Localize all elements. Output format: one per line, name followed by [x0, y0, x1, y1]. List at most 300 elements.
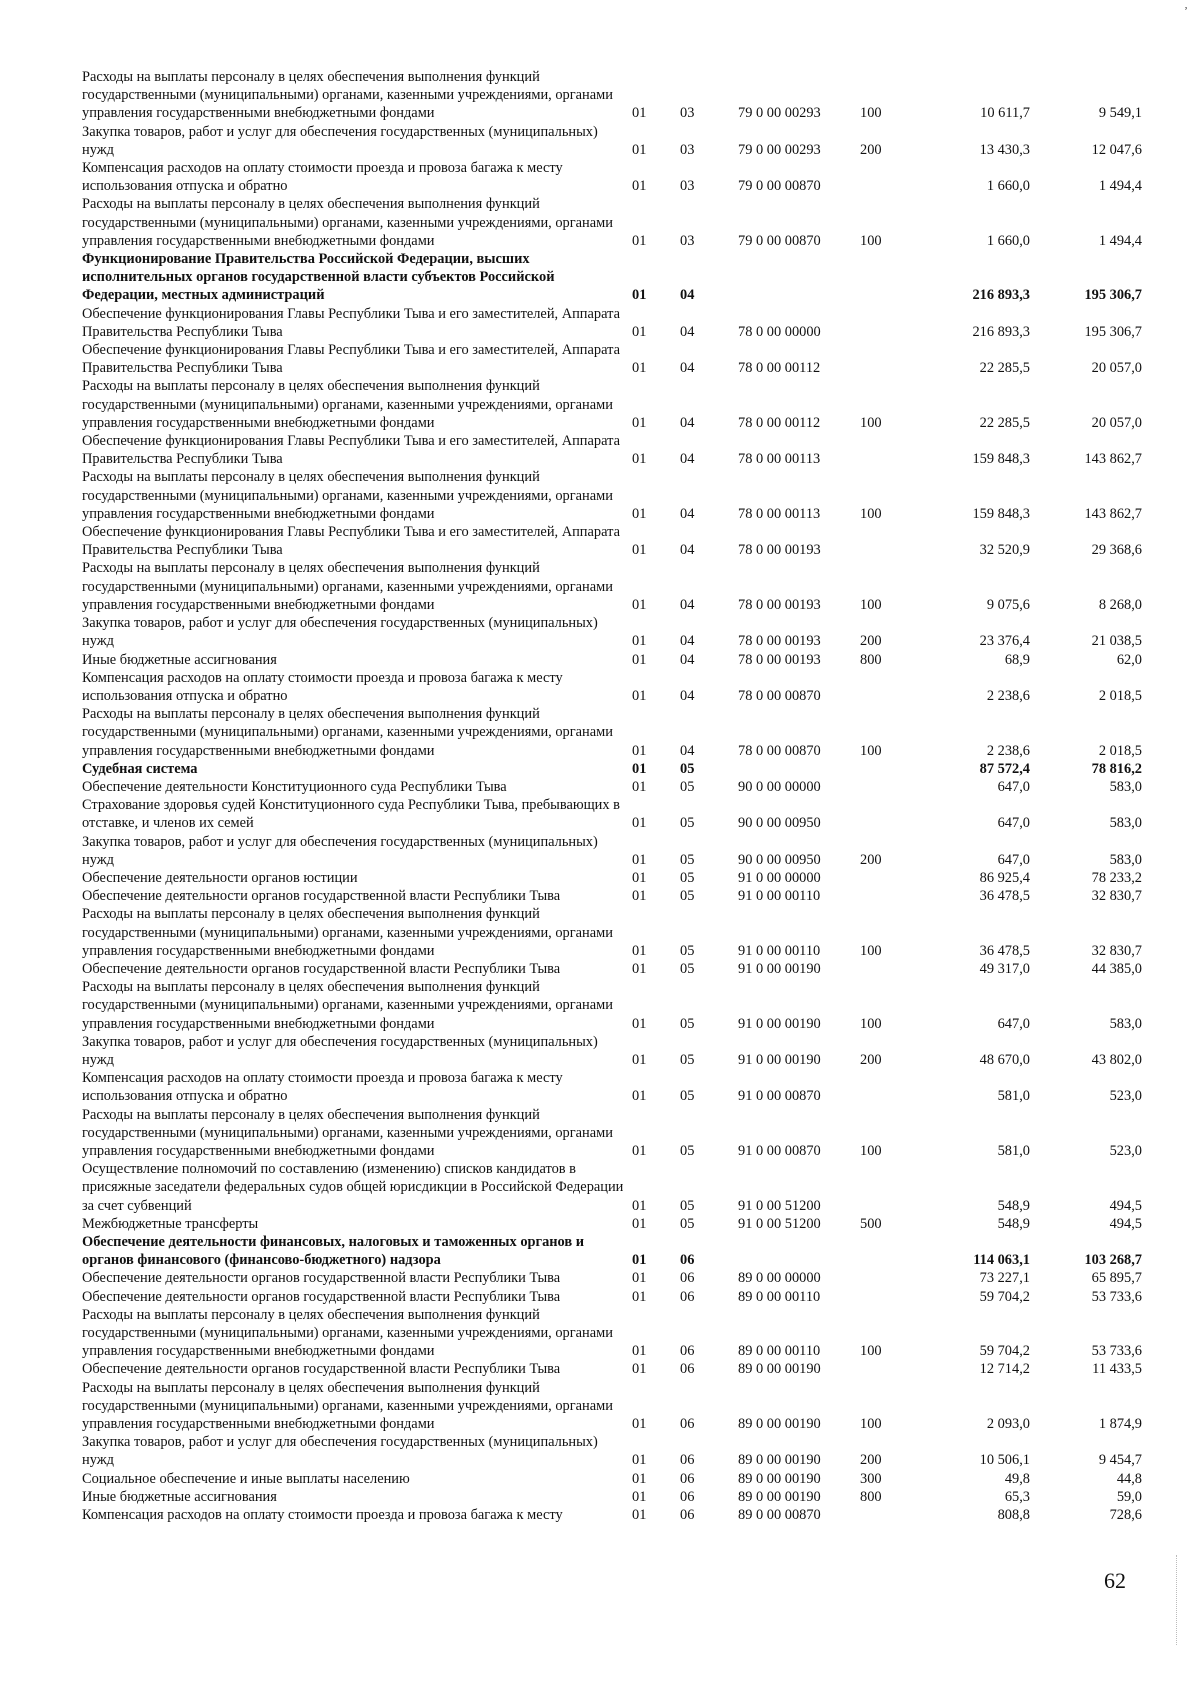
amount-first: 2 238,6 [986, 742, 1030, 759]
amount-first: 647,0 [997, 851, 1030, 868]
expense-type-code [860, 1360, 920, 1378]
table-row [82, 960, 1142, 978]
amount-second: 523,0 [1109, 1088, 1142, 1105]
amount-second: 8 268,0 [1098, 596, 1142, 613]
expense-type-code [860, 523, 920, 559]
subsection-code: 05 [680, 760, 695, 777]
subsection-code: 04 [680, 742, 695, 759]
expense-type-code [860, 1069, 920, 1105]
section-code: 01 [632, 1051, 647, 1068]
subsection-code: 05 [680, 851, 695, 868]
expense-name: Обеспечение деятельности органов государственной власти Республики Тыва [82, 960, 561, 977]
expense-type-code: 200 [860, 1452, 882, 1469]
expense-name: Расходы на выплаты персоналу в целях обеспечения выполнения функций государственными (муниципальными) органами, казенными учреждениями, органами управления государственными внебюджетными фондами [82, 560, 613, 613]
amount-first: 159 848,3 [972, 451, 1030, 468]
table-row [82, 1360, 1142, 1378]
amount-second: 523,0 [1109, 1142, 1142, 1159]
target-article-code: 89 0 00 00190 [738, 1361, 821, 1378]
table-row [82, 523, 1142, 559]
budget-table-body [82, 68, 1142, 1524]
section-code: 01 [632, 760, 647, 777]
amount-first: 32 520,9 [979, 542, 1030, 559]
target-article-code: 89 0 00 00110 [738, 1343, 821, 1360]
expense-type-code: 100 [860, 105, 882, 122]
expense-name: Закупка товаров, работ и услуг для обеспечения государственных (муниципальных) нужд [82, 833, 598, 868]
amount-second: 65 895,7 [1091, 1270, 1142, 1287]
section-code: 01 [632, 942, 647, 959]
subsection-code: 05 [680, 1051, 695, 1068]
amount-first: 12 714,2 [979, 1361, 1030, 1378]
table-row [82, 195, 1142, 250]
expense-name: Закупка товаров, работ и услуг для обеспечения государственных (муниципальных) нужд [82, 1033, 598, 1068]
amount-second: 53 733,6 [1091, 1343, 1142, 1360]
expense-name: Иные бюджетные ассигнования [82, 1488, 277, 1505]
amount-first: 23 376,4 [979, 633, 1030, 650]
expense-name: Расходы на выплаты персоналу в целях обеспечения выполнения функций государственными (муниципальными) органами, казенными учреждениями, органами управления государственными внебюджетными фондами [82, 906, 613, 959]
expense-name: Компенсация расходов на оплату стоимости проезда и провоза багажа к месту использования отпуска и обратно [82, 669, 563, 704]
section-code: 01 [632, 851, 647, 868]
amount-first: 2 238,6 [986, 687, 1030, 704]
amount-second: 1 874,9 [1098, 1416, 1142, 1433]
table-row [82, 651, 1142, 669]
target-article-code: 91 0 00 00190 [738, 1015, 821, 1032]
target-article-code: 79 0 00 00293 [738, 141, 821, 158]
table-row [82, 669, 1142, 705]
section-code: 01 [632, 1197, 647, 1214]
target-article-code: 78 0 00 00113 [738, 505, 821, 522]
expense-type-code [860, 760, 920, 778]
expense-type-code [860, 887, 920, 905]
amount-second: 728,6 [1109, 1507, 1142, 1524]
section-code: 01 [632, 633, 647, 650]
table-row [82, 341, 1142, 377]
table-row [82, 1233, 1142, 1269]
target-article-code: 78 0 00 00193 [738, 596, 821, 613]
target-article-code: 78 0 00 00000 [738, 323, 821, 340]
expense-name: Обеспечение функционирования Главы Республики Тыва и его заместителей, Аппарата Правительства Республики Тыва [82, 342, 620, 377]
expense-name: Расходы на выплаты персоналу в целях обеспечения выполнения функций государственными (муниципальными) органами, казенными учреждениями, органами управления государственными внебюджетными фондами [82, 979, 613, 1032]
subsection-code: 04 [680, 451, 695, 468]
amount-first: 9 075,6 [986, 596, 1030, 613]
amount-first: 68,9 [1004, 651, 1030, 668]
section-code: 01 [632, 287, 647, 304]
target-article-code: 78 0 00 00870 [738, 742, 821, 759]
expense-type-code [860, 960, 920, 978]
subsection-code: 04 [680, 687, 695, 704]
amount-first: 86 925,4 [979, 869, 1030, 886]
table-row [82, 1488, 1142, 1506]
expense-name: Расходы на выплаты персоналу в целях обеспечения выполнения функций государственными (муниципальными) органами, казенными учреждениями, органами управления государственными внебюджетными фондами [82, 69, 613, 122]
subsection-code: 05 [680, 1215, 695, 1232]
target-article-code: 91 0 00 00190 [738, 1051, 821, 1068]
expense-type-code: 200 [860, 141, 882, 158]
amount-first: 216 893,3 [972, 287, 1030, 304]
target-article-code: 78 0 00 00113 [738, 451, 821, 468]
section-code: 01 [632, 1507, 647, 1524]
page-number: 62 [1104, 1568, 1126, 1593]
section-code: 01 [632, 505, 647, 522]
expense-name: Расходы на выплаты персоналу в целях обеспечения выполнения функций государственными (муниципальными) органами, казенными учреждениями, органами управления государственными внебюджетными фондами [82, 469, 613, 522]
subsection-code: 05 [680, 1088, 695, 1105]
section-code: 01 [632, 651, 647, 668]
subsection-code: 05 [680, 815, 695, 832]
section-code: 01 [632, 1142, 647, 1159]
section-code: 01 [632, 178, 647, 195]
amount-second: 103 268,7 [1084, 1252, 1142, 1269]
table-row [82, 905, 1142, 960]
amount-second: 583,0 [1109, 851, 1142, 868]
table-row [82, 159, 1142, 195]
section-code: 01 [632, 1470, 647, 1487]
expense-name: Судебная система [82, 760, 198, 777]
subsection-code: 06 [680, 1252, 695, 1269]
amount-second: 78 233,2 [1091, 869, 1142, 886]
expense-name: Расходы на выплаты персоналу в целях обеспечения выполнения функций государственными (муниципальными) органами, казенными учреждениями, органами управления государственными внебюджетными фондами [82, 706, 613, 759]
expense-name: Расходы на выплаты персоналу в целях обеспечения выполнения функций государственными (муниципальными) органами, казенными учреждениями, органами управления государственными внебюджетными фондами [82, 1106, 613, 1159]
subsection-code: 05 [680, 1015, 695, 1032]
subsection-code: 04 [680, 651, 695, 668]
subsection-code: 06 [680, 1470, 695, 1487]
amount-second: 583,0 [1109, 778, 1142, 795]
expense-type-code [860, 1160, 920, 1215]
expense-name: Обеспечение деятельности органов государственной власти Республики Тыва [82, 888, 561, 905]
target-article-code: 79 0 00 00293 [738, 105, 821, 122]
section-code: 01 [632, 360, 647, 377]
section-code: 01 [632, 1416, 647, 1433]
expense-name: Расходы на выплаты персоналу в целях обеспечения выполнения функций государственными (муниципальными) органами, казенными учреждениями, органами управления государственными внебюджетными фондами [82, 1306, 613, 1360]
section-code: 01 [632, 1452, 647, 1469]
amount-second: 32 830,7 [1091, 888, 1142, 905]
expense-type-code: 100 [860, 505, 882, 522]
amount-second: 494,5 [1109, 1215, 1142, 1232]
section-code: 01 [632, 1215, 647, 1232]
target-article-code: 91 0 00 00190 [738, 960, 821, 977]
amount-first: 36 478,5 [979, 888, 1030, 905]
subsection-code: 04 [680, 633, 695, 650]
expense-type-code: 100 [860, 1416, 882, 1433]
amount-first: 59 704,2 [979, 1288, 1030, 1305]
target-article-code: 91 0 00 00870 [738, 1088, 821, 1105]
table-row [82, 1106, 1142, 1161]
amount-first: 581,0 [997, 1142, 1030, 1159]
subsection-code: 06 [680, 1488, 695, 1505]
target-article-code: 78 0 00 00112 [738, 414, 821, 431]
amount-second: 78 816,2 [1091, 760, 1142, 777]
amount-first: 59 704,2 [979, 1343, 1030, 1360]
subsection-code: 03 [680, 178, 695, 195]
subsection-code: 05 [680, 888, 695, 905]
amount-second: 195 306,7 [1084, 323, 1142, 340]
amount-second: 583,0 [1109, 815, 1142, 832]
amount-second: 9 549,1 [1098, 105, 1142, 122]
expense-name: Иные бюджетные ассигнования [82, 651, 277, 668]
scan-corner-mark: ʼ [1184, 4, 1188, 18]
table-row [82, 1470, 1142, 1488]
amount-first: 22 285,5 [979, 360, 1030, 377]
expense-type-code [860, 250, 920, 305]
table-row [82, 1215, 1142, 1233]
subsection-code: 06 [680, 1270, 695, 1287]
expense-name: Компенсация расходов на оплату стоимости проезда и провоза багажа к месту [82, 1507, 563, 1524]
table-row [82, 1033, 1142, 1069]
amount-second: 44,8 [1116, 1470, 1142, 1487]
subsection-code: 04 [680, 360, 695, 377]
section-code: 01 [632, 1088, 647, 1105]
target-article-code: 91 0 00 00110 [738, 942, 821, 959]
target-article-code: 91 0 00 00110 [738, 888, 821, 905]
section-code: 01 [632, 1361, 647, 1378]
target-article-code: 89 0 00 00190 [738, 1416, 821, 1433]
amount-first: 647,0 [997, 778, 1030, 795]
amount-first: 48 670,0 [979, 1051, 1030, 1068]
expense-name: Страхование здоровья судей Конституционного суда Республики Тыва, пребывающих в отставке, и членов их семей [82, 797, 620, 832]
table-row [82, 1433, 1142, 1469]
target-article-code [738, 760, 860, 778]
amount-second: 32 830,7 [1091, 942, 1142, 959]
target-article-code: 78 0 00 00112 [738, 360, 821, 377]
expense-type-code: 100 [860, 742, 882, 759]
expense-type-code: 100 [860, 232, 882, 249]
expense-type-code: 200 [860, 1051, 882, 1068]
expense-name: Компенсация расходов на оплату стоимости проезда и провоза багажа к месту использования отпуска и обратно [82, 1070, 563, 1105]
amount-second: 20 057,0 [1091, 360, 1142, 377]
amount-second: 2 018,5 [1098, 742, 1142, 759]
subsection-code: 06 [680, 1452, 695, 1469]
table-row [82, 250, 1142, 305]
table-row [82, 305, 1142, 341]
target-article-code [738, 250, 860, 305]
expense-name: Расходы на выплаты персоналу в целях обеспечения выполнения функций государственными (муниципальными) органами, казенными учреждениями, органами управления государственными внебюджетными фондами [82, 1379, 613, 1433]
subsection-code: 03 [680, 232, 695, 249]
table-row [82, 377, 1142, 432]
amount-second: 1 494,4 [1098, 178, 1142, 195]
amount-first: 13 430,3 [979, 141, 1030, 158]
target-article-code: 90 0 00 00000 [738, 778, 821, 795]
table-row [82, 68, 1142, 123]
amount-first: 49,8 [1004, 1470, 1030, 1487]
section-code: 01 [632, 1270, 647, 1287]
amount-first: 1 660,0 [986, 232, 1030, 249]
section-code: 01 [632, 742, 647, 759]
section-code: 01 [632, 542, 647, 559]
amount-second: 11 433,5 [1092, 1361, 1142, 1378]
amount-second: 21 038,5 [1091, 633, 1142, 650]
subsection-code: 04 [680, 414, 695, 431]
section-code: 01 [632, 323, 647, 340]
table-row [82, 778, 1142, 796]
amount-second: 1 494,4 [1098, 232, 1142, 249]
expense-name: Компенсация расходов на оплату стоимости проезда и провоза багажа к месту использования отпуска и обратно [82, 160, 563, 195]
target-article-code: 89 0 00 00190 [738, 1470, 821, 1487]
amount-first: 49 317,0 [979, 960, 1030, 977]
subsection-code: 05 [680, 869, 695, 886]
amount-first: 647,0 [997, 1015, 1030, 1032]
table-row [82, 559, 1142, 614]
expense-type-code [860, 1288, 920, 1306]
target-article-code: 90 0 00 00950 [738, 851, 821, 868]
expense-type-code [860, 1233, 920, 1269]
section-code: 01 [632, 451, 647, 468]
section-code: 01 [632, 105, 647, 122]
expense-type-code: 100 [860, 414, 882, 431]
subsection-code: 06 [680, 1361, 695, 1378]
table-row [82, 468, 1142, 523]
amount-second: 44 385,0 [1091, 960, 1142, 977]
amount-first: 36 478,5 [979, 942, 1030, 959]
subsection-code: 06 [680, 1288, 695, 1305]
target-article-code: 78 0 00 00193 [738, 542, 821, 559]
amount-first: 216 893,3 [972, 323, 1030, 340]
expense-name: Осуществление полномочий по составлению (изменению) списков кандидатов в присяжные заседатели федеральных судов общей юрисдикции в Российской Федерации за счет субвенций [82, 1161, 624, 1214]
expense-type-code [860, 1506, 920, 1524]
expense-name: Обеспечение функционирования Главы Республики Тыва и его заместителей, Аппарата Правительства Республики Тыва [82, 524, 620, 559]
target-article-code: 89 0 00 00870 [738, 1507, 821, 1524]
amount-second: 2 018,5 [1098, 687, 1142, 704]
amount-first: 581,0 [997, 1088, 1030, 1105]
expense-type-code [860, 432, 920, 468]
subsection-code: 04 [680, 287, 695, 304]
budget-table [82, 68, 1142, 1524]
expense-type-code: 200 [860, 851, 882, 868]
expense-type-code: 100 [860, 942, 882, 959]
table-row [82, 1160, 1142, 1215]
expense-type-code [860, 778, 920, 796]
target-article-code: 91 0 00 51200 [738, 1215, 821, 1232]
target-article-code: 89 0 00 00190 [738, 1488, 821, 1505]
subsection-code: 04 [680, 505, 695, 522]
amount-second: 43 802,0 [1091, 1051, 1142, 1068]
subsection-code: 06 [680, 1343, 695, 1360]
table-row [82, 1506, 1142, 1524]
subsection-code: 04 [680, 323, 695, 340]
expense-type-code [860, 159, 920, 195]
section-code: 01 [632, 232, 647, 249]
expense-name: Межбюджетные трансферты [82, 1215, 259, 1232]
amount-second: 29 368,6 [1091, 542, 1142, 559]
target-article-code: 89 0 00 00190 [738, 1452, 821, 1469]
table-row [82, 1306, 1142, 1361]
target-article-code: 91 0 00 51200 [738, 1197, 821, 1214]
expense-name: Обеспечение деятельности финансовых, налоговых и таможенных органов и органов финансового (финансово-бюджетного) надзора [82, 1234, 585, 1269]
expense-name: Функционирование Правительства Российской Федерации, высших исполнительных органов государственной власти субъектов Российской Федерации, местных администраций [82, 251, 555, 304]
amount-first: 10 506,1 [979, 1452, 1030, 1469]
expense-name: Расходы на выплаты персоналу в целях обеспечения выполнения функций государственными (муниципальными) органами, казенными учреждениями, органами управления государственными внебюджетными фондами [82, 378, 613, 431]
subsection-code: 06 [680, 1507, 695, 1524]
expense-name: Обеспечение деятельности органов государственной власти Республики Тыва [82, 1270, 561, 1287]
amount-second: 9 454,7 [1098, 1452, 1142, 1469]
section-code: 01 [632, 888, 647, 905]
table-row [82, 1379, 1142, 1434]
expense-type-code: 100 [860, 596, 882, 613]
amount-first: 808,8 [997, 1507, 1030, 1524]
scan-edge-marks [1176, 1555, 1179, 1645]
table-row [82, 760, 1142, 778]
expense-name: Социальное обеспечение и иные выплаты населению [82, 1470, 410, 1487]
expense-name: Закупка товаров, работ и услуг для обеспечения государственных (муниципальных) нужд [82, 615, 598, 650]
amount-first: 87 572,4 [979, 760, 1030, 777]
expense-type-code: 800 [860, 651, 882, 668]
target-article-code: 90 0 00 00950 [738, 815, 821, 832]
expense-type-code: 100 [860, 1142, 882, 1159]
amount-second: 12 047,6 [1091, 141, 1142, 158]
section-code: 01 [632, 1288, 647, 1305]
expense-type-code: 100 [860, 1015, 882, 1032]
expense-type-code: 500 [860, 1215, 882, 1232]
table-row [82, 614, 1142, 650]
expense-type-code: 300 [860, 1470, 882, 1487]
expense-type-code [860, 669, 920, 705]
amount-first: 159 848,3 [972, 505, 1030, 522]
amount-first: 548,9 [997, 1215, 1030, 1232]
table-row [82, 1069, 1142, 1105]
table-row [82, 869, 1142, 887]
table-row [82, 833, 1142, 869]
amount-first: 2 093,0 [986, 1416, 1030, 1433]
subsection-code: 04 [680, 542, 695, 559]
section-code: 01 [632, 141, 647, 158]
section-code: 01 [632, 778, 647, 795]
section-code: 01 [632, 687, 647, 704]
target-article-code: 79 0 00 00870 [738, 232, 821, 249]
target-article-code: 89 0 00 00000 [738, 1270, 821, 1287]
expense-name: Обеспечение функционирования Главы Республики Тыва и его заместителей, Аппарата Правительства Республики Тыва [82, 305, 620, 340]
amount-second: 583,0 [1109, 1015, 1142, 1032]
section-code: 01 [632, 960, 647, 977]
subsection-code: 05 [680, 1197, 695, 1214]
amount-second: 143 862,7 [1084, 505, 1142, 522]
amount-first: 114 063,1 [973, 1252, 1030, 1269]
subsection-code: 06 [680, 1416, 695, 1433]
subsection-code: 05 [680, 942, 695, 959]
amount-second: 143 862,7 [1084, 451, 1142, 468]
amount-second: 195 306,7 [1084, 287, 1142, 304]
target-article-code [738, 1233, 860, 1269]
subsection-code: 05 [680, 1142, 695, 1159]
section-code: 01 [632, 1488, 647, 1505]
amount-first: 73 227,1 [979, 1270, 1030, 1287]
section-code: 01 [632, 596, 647, 613]
target-article-code: 91 0 00 00870 [738, 1142, 821, 1159]
expense-name: Обеспечение функционирования Главы Республики Тыва и его заместителей, Аппарата Правительства Республики Тыва [82, 433, 620, 468]
amount-first: 22 285,5 [979, 414, 1030, 431]
target-article-code: 79 0 00 00870 [738, 178, 821, 195]
target-article-code: 78 0 00 00193 [738, 651, 821, 668]
table-row [82, 1288, 1142, 1306]
amount-second: 62,0 [1116, 651, 1142, 668]
expense-name: Обеспечение деятельности Конституционного суда Республики Тыва [82, 778, 507, 795]
target-article-code: 78 0 00 00870 [738, 687, 821, 704]
expense-type-code: 800 [860, 1488, 882, 1505]
target-article-code: 89 0 00 00110 [738, 1288, 821, 1305]
target-article-code: 91 0 00 00000 [738, 869, 821, 886]
section-code: 01 [632, 1015, 647, 1032]
expense-name: Расходы на выплаты персоналу в целях обеспечения выполнения функций государственными (муниципальными) органами, казенными учреждениями, органами управления государственными внебюджетными фондами [82, 196, 613, 249]
amount-first: 10 611,7 [980, 105, 1030, 122]
amount-second: 494,5 [1109, 1197, 1142, 1214]
target-article-code: 78 0 00 00193 [738, 633, 821, 650]
expense-type-code [860, 1269, 920, 1287]
section-code: 01 [632, 815, 647, 832]
subsection-code: 03 [680, 141, 695, 158]
expense-name: Обеспечение деятельности органов государственной власти Республики Тыва [82, 1288, 561, 1305]
expense-name: Закупка товаров, работ и услуг для обеспечения государственных (муниципальных) нужд [82, 1434, 598, 1469]
subsection-code: 05 [680, 778, 695, 795]
subsection-code: 04 [680, 596, 695, 613]
table-row [82, 1269, 1142, 1287]
expense-type-code: 100 [860, 1343, 882, 1360]
expense-name: Закупка товаров, работ и услуг для обеспечения государственных (муниципальных) нужд [82, 123, 598, 158]
expense-name: Обеспечение деятельности органов юстиции [82, 869, 358, 886]
